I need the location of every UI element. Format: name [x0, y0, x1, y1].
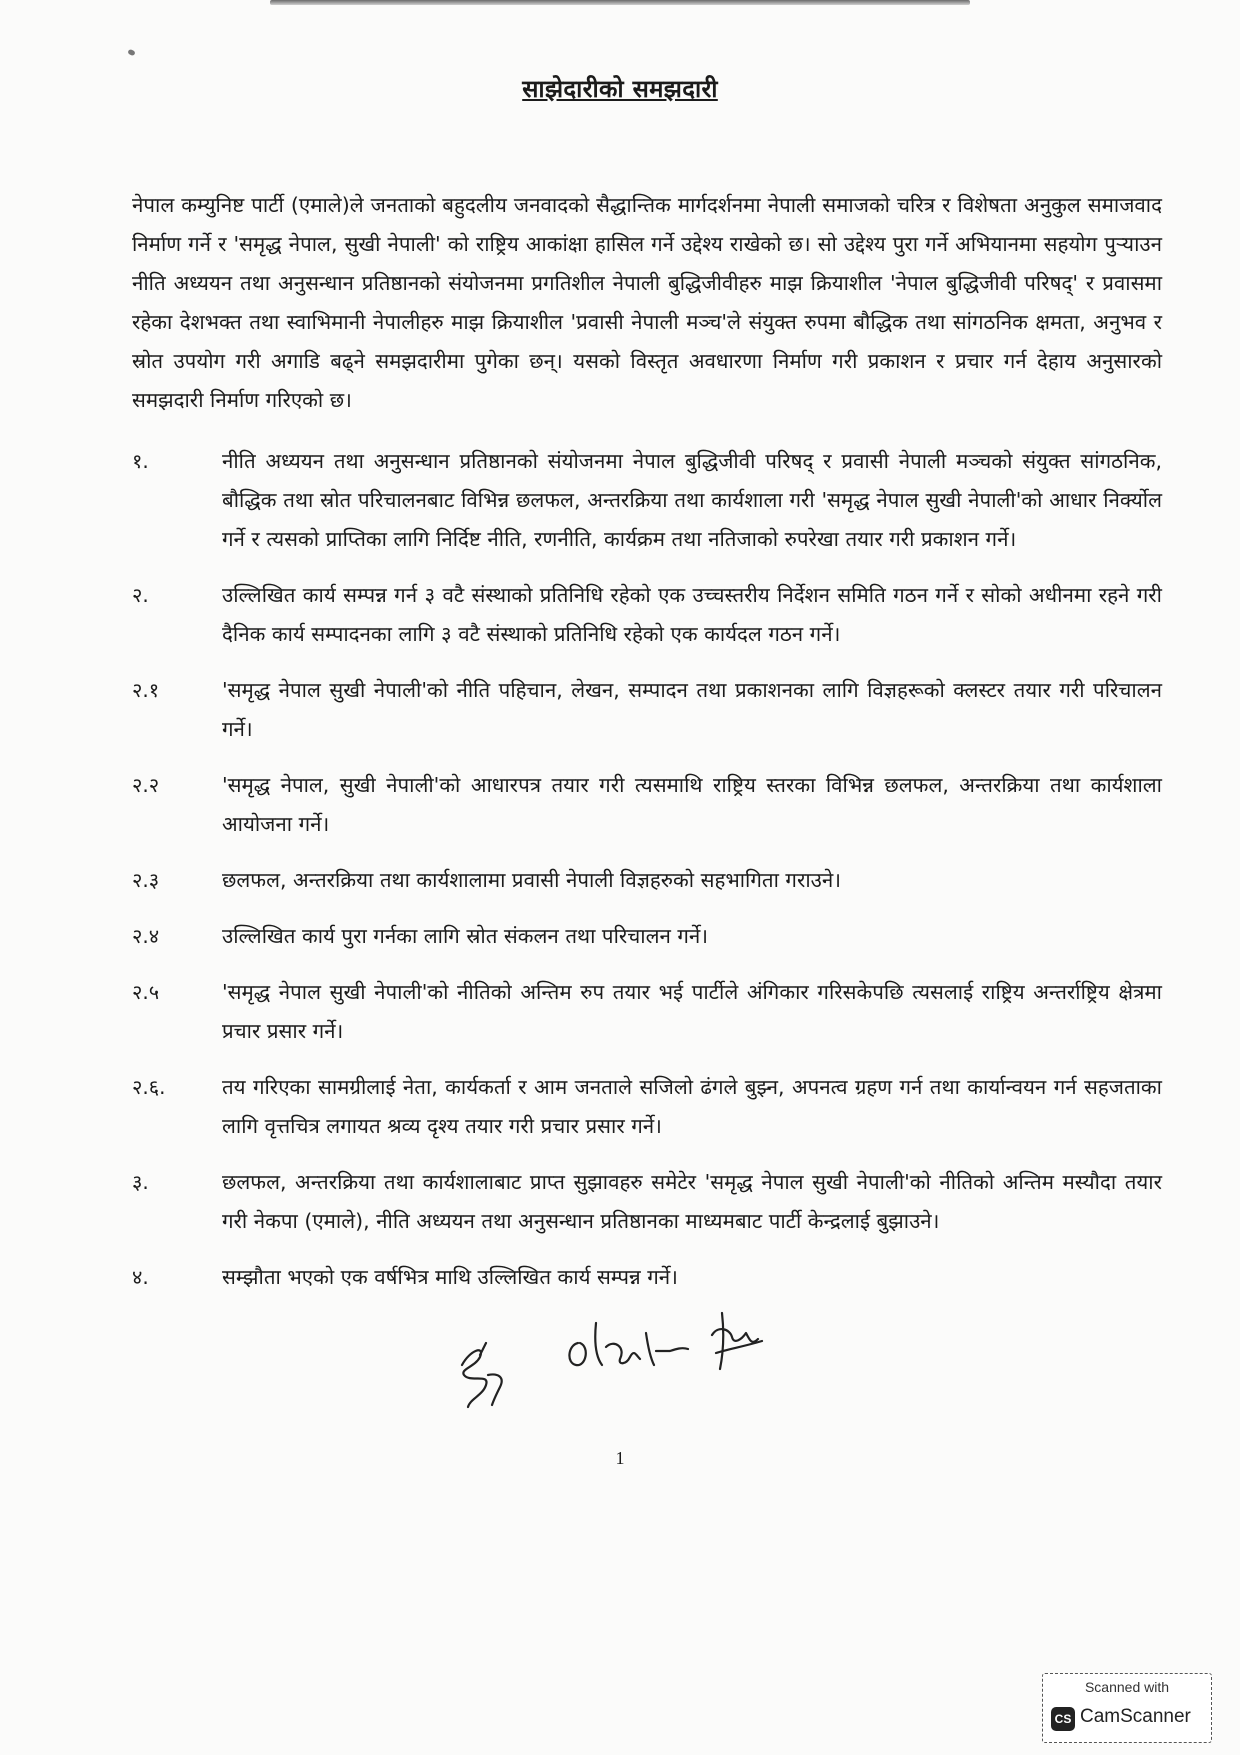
document-title: साझेदारीको समझदारी [522, 75, 718, 103]
list-item [132, 442, 1162, 559]
item-text: उल्लिखित कार्य पुरा गर्नका लागि स्रोत संकलन तथा परिचालन गर्ने। [222, 924, 709, 948]
watermark-caption: Scanned with [1084, 1679, 1170, 1695]
signature-3 [712, 1313, 762, 1369]
item-text: छलफल, अन्तरक्रिया तथा कार्यशालाबाट प्राप्त सुझावहरु समेटेर 'समृद्ध नेपाल सुखी नेपाली'को नीतिको अन्तिम मस्यौदा तयार गरी नेकपा (एमाले), नीति अध्ययन तथा अनुसन्धान प्रतिष्ठानका माध्यमबाट पार्टी केन्द्रलाई बुझाउने। [222, 1170, 1162, 1233]
list-item [132, 973, 1162, 1051]
scanner-watermark [1042, 1673, 1212, 1743]
item-number: २.१ [132, 678, 160, 702]
list-item [132, 766, 1162, 844]
item-text: सम्झौता भएको एक वर्षभित्र माथि उल्लिखित कार्य सम्पन्न गर्ने। [222, 1265, 678, 1289]
item-number: ४. [132, 1265, 149, 1289]
item-text: नीति अध्ययन तथा अनुसन्धान प्रतिष्ठानको संयोजनमा नेपाल बुद्धिजीवी परिषद् र प्रवासी नेपाली मञ्चको संयुक्त सांगठनिक, बौद्धिक तथा स्रोत परिचालनबाट विभिन्न छलफल, अन्तरक्रिया तथा कार्यशाला गरी 'समृद्ध नेपाल सुखी नेपाली'को आधार निर्क्योल गर्ने र त्यसको प्राप्तिका लागि निर्दिष्ट नीति, रणनीति, कार्यक्रम तथा नतिजाको रुपरेखा तयार गरी प्रकाशन गर्ने। [222, 449, 1163, 551]
list-item [132, 1068, 1162, 1146]
item-number: २.६. [132, 1075, 166, 1099]
list-item [132, 576, 1162, 654]
item-text: 'समृद्ध नेपाल सुखी नेपाली'को नीति पहिचान, लेखन, सम्पादन तथा प्रकाशनका लागि विज्ञहरूको क्लस्टर तयार गरी परिचालन गर्ने। [222, 678, 1162, 741]
item-text: 'समृद्ध नेपाल सुखी नेपाली'को नीतिको अन्तिम रुप तयार भई पार्टीले अंगिकार गरिसकेपछि त्यसलाई राष्ट्रिय अन्तर्राष्ट्रिय क्षेत्रमा प्रचार प्रसार गर्ने। [222, 980, 1162, 1043]
item-number: २.४ [132, 924, 160, 948]
watermark-brand: CamScanner [1080, 1706, 1191, 1727]
signature-2 [569, 1323, 688, 1365]
item-text: तय गरिएका सामग्रीलाई नेता, कार्यकर्ता र आम जनताले सजिलो ढंगले बुझ्न, अपनत्व ग्रहण गर्न तथा कार्यान्वयन गर्न सहजताका लागि वृत्तचित्र लगायत श्रव्य दृश्य तयार गरी प्रचार प्रसार गर्ने। [222, 1075, 1162, 1138]
item-number: १. [132, 449, 149, 473]
item-text: उल्लिखित कार्य सम्पन्न गर्न ३ वटै संस्थाको प्रतिनिधि रहेको एक उच्चस्तरीय निर्देशन समिति गठन गर्ने र सोको अधीनमा रहने गरी दैनिक कार्य सम्पादनका लागि ३ वटै संस्थाको प्रतिनिधि रहेको एक कार्यदल गठन गर्ने। [222, 583, 1162, 646]
item-number: २.५ [132, 980, 160, 1004]
item-text: छलफल, अन्तरक्रिया तथा कार्यशालामा प्रवासी नेपाली विज्ञहरुको सहभागिता गराउने। [222, 868, 842, 892]
list-item [132, 1163, 1162, 1241]
list-item [132, 861, 1162, 900]
signatures [450, 1295, 870, 1435]
scan-edge-shadow [270, 0, 970, 5]
item-number: ३. [132, 1170, 149, 1194]
item-number: २. [132, 583, 149, 607]
item-text: 'समृद्ध नेपाल, सुखी नेपाली'को आधारपत्र तयार गरी त्यसमाथि राष्ट्रिय स्तरका विभिन्न छलफल, अन्तरक्रिया तथा कार्यशाला आयोजना गर्ने। [222, 773, 1162, 836]
scan-speck [127, 49, 135, 56]
list-item [132, 1258, 1162, 1297]
intro-paragraph: नेपाल कम्युनिष्ट पार्टी (एमाले)ले जनताको बहुदलीय जनवादको सैद्धान्तिक मार्गदर्शनमा नेपाली समाजको चरित्र र विशेषता अनुकुल समाजवाद निर्माण गर्ने र 'समृद्ध नेपाल, सुखी नेपाली' को राष्ट्रिय आकांक्षा हासिल गर्ने उद्देश्य राखेको छ। सो उद्देश्य पुरा गर्ने अभियानमा सहयोग पुऱ्याउन नीति अध्ययन तथा अनुसन्धान प्रतिष्ठानको संयोजनमा प्रगतिशील नेपाली बुद्धिजीवीहरु माझ क्रियाशील 'नेपाल बुद्धिजीवी परिषद्' र प्रवासमा रहेका देशभक्त तथा स्वाभिमानी नेपालीहरु माझ क्रियाशील 'प्रवासी नेपाली मञ्च'ले संयुक्त रुपमा बौद्धिक तथा सांगठनिक क्षमता, अनुभव र स्रोत उपयोग गरी अगाडि बढ्ने समझदारीमा पुगेका छन्। यसको विस्तृत अवधारणा निर्माण गरी प्रकाशन र प्रचार गर्न देहाय अनुसारको समझदारी निर्माण गरिएको छ। [132, 193, 1162, 412]
signature-1 [462, 1343, 502, 1407]
page-number: 1 [615, 1448, 625, 1468]
item-number: २.२ [132, 773, 160, 797]
camscanner-logo-icon: CS [1051, 1707, 1075, 1731]
numbered-list [132, 442, 1162, 1314]
list-item [132, 917, 1162, 956]
list-item [132, 671, 1162, 749]
item-number: २.३ [132, 868, 160, 892]
